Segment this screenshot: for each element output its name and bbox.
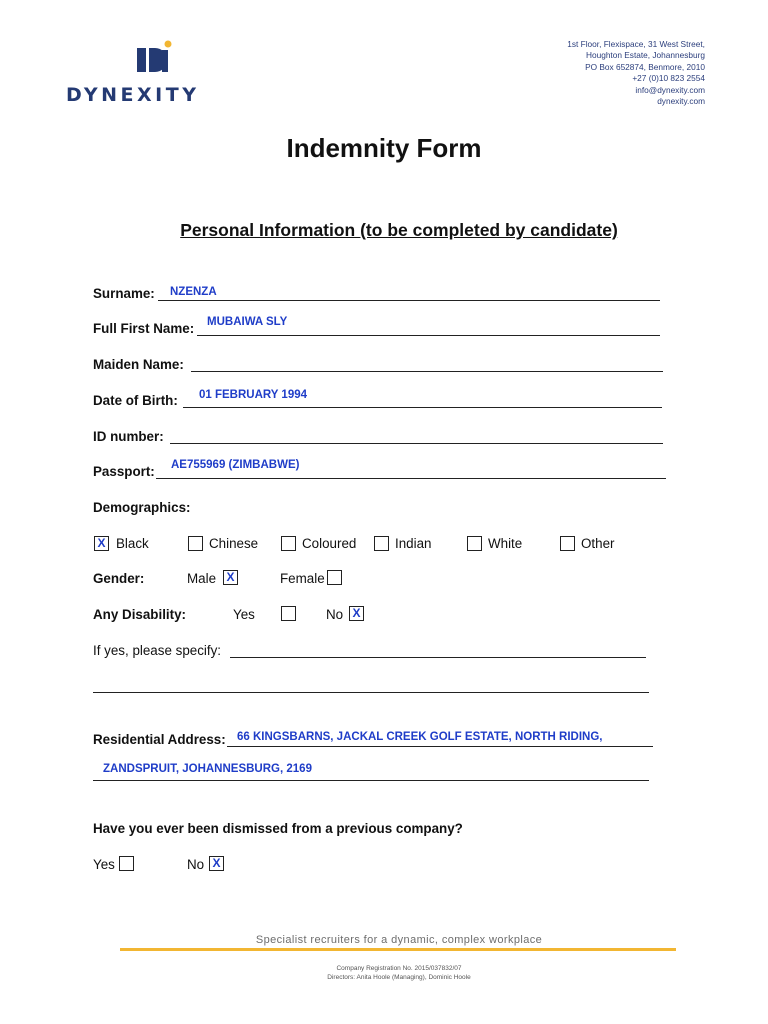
checkbox-chinese[interactable] [188, 536, 203, 551]
first-name-line [197, 335, 660, 336]
disability-yes-label: Yes [233, 607, 255, 622]
checkbox-black[interactable]: X [94, 536, 109, 551]
maiden-name-line [191, 371, 663, 372]
surname-line [158, 300, 660, 301]
section-title: Personal Information (to be completed by candidate) [180, 220, 618, 240]
checkbox-male[interactable]: X [223, 570, 238, 585]
dob-line [183, 407, 662, 408]
passport-line [156, 478, 666, 479]
gender-male-label: Male [187, 571, 217, 586]
residential-address-label: Residential Address: [93, 732, 226, 747]
specify-line [230, 657, 646, 658]
footer-tagline: Specialist recruiters for a dynamic, complex workplace [255, 934, 543, 946]
company-address [567, 39, 705, 107]
footer-divider [120, 948, 676, 951]
option-indian-label: Indian [395, 536, 432, 551]
option-white-label: White [488, 536, 523, 551]
checkbox-disability-no[interactable]: X [349, 606, 364, 621]
checkbox-white[interactable] [467, 536, 482, 551]
maiden-name-label: Maiden Name: [93, 357, 184, 372]
address-line: PO Box 652874, Benmore, 2010 [585, 61, 705, 72]
email-address: info@dynexity.com [635, 84, 705, 95]
dismissed-question: Have you ever been dismissed from a previous company? [93, 821, 463, 836]
disability-no-label: No [326, 607, 344, 622]
address-line-1-rule [227, 746, 653, 747]
address-line-2-field[interactable]: ZANDSPRUIT, JOHANNESBURG, 2169 [103, 763, 312, 775]
option-coloured-label: Coloured [302, 536, 357, 551]
disability-label: Any Disability: [93, 607, 187, 622]
option-black-label: Black [116, 536, 149, 551]
surname-label: Surname: [93, 286, 155, 301]
form-title: Indemnity Form [286, 133, 482, 163]
passport-label: Passport: [93, 464, 155, 479]
option-other-label: Other [581, 536, 615, 551]
address-line: Houghton Estate, Johannesburg [585, 50, 705, 61]
address-line: 1st Floor, Flexispace, 31 West Street, [567, 39, 705, 49]
specify-label: If yes, please specify: [93, 643, 222, 658]
dob-label: Date of Birth: [93, 393, 178, 408]
checkbox-coloured[interactable] [281, 536, 296, 551]
checkbox-indian[interactable] [374, 536, 389, 551]
gender-label: Gender: [93, 571, 145, 586]
first-name-label: Full First Name: [93, 321, 195, 336]
id-number-line [170, 443, 663, 444]
company-directors: Directors: Anita Hoole (Managing), Dominic Hoole [327, 974, 471, 981]
company-registration: Company Registration No. 2015/037832/07 [336, 965, 462, 972]
surname-field[interactable]: NZENZA [170, 286, 217, 298]
checkbox-female[interactable] [327, 570, 342, 585]
dob-field[interactable]: 01 FEBRUARY 1994 [199, 389, 308, 401]
website: dynexity.com [657, 96, 705, 107]
id-number-label: ID number: [93, 429, 164, 444]
checkbox-dismissed-yes[interactable] [119, 856, 134, 871]
specify-line-2 [93, 692, 649, 693]
phone-number: +27 (0)10 823 2554 [632, 73, 705, 84]
logo-icon [135, 40, 175, 80]
dismissed-no-label: No [187, 857, 205, 872]
address-line-2-rule [93, 780, 649, 781]
passport-field[interactable]: AE755969 (ZIMBABWE) [171, 459, 300, 471]
dismissed-yes-label: Yes [93, 857, 115, 872]
checkbox-dismissed-no[interactable]: X [209, 856, 224, 871]
gender-female-label: Female [280, 571, 325, 586]
first-name-field[interactable]: MUBAIWA SLY [207, 316, 288, 328]
demographics-label: Demographics: [93, 500, 191, 515]
company-logo-text: DYNEXITY [66, 84, 200, 106]
option-chinese-label: Chinese [209, 536, 259, 551]
checkbox-other[interactable] [560, 536, 575, 551]
checkbox-disability-yes[interactable] [281, 606, 296, 621]
address-line-1-field[interactable]: 66 KINGSBARNS, JACKAL CREEK GOLF ESTATE, NORTH RIDING, [237, 731, 603, 743]
